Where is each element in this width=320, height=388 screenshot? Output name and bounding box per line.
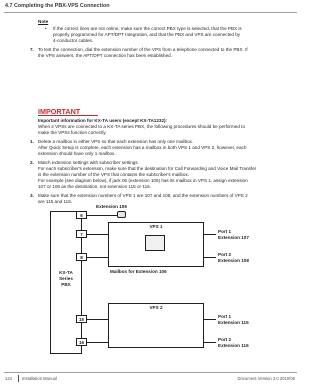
jack15-line <box>87 319 108 320</box>
step-3-line-2: are 115 and 116. <box>38 199 73 204</box>
important-line-2: make the VPSs function correctly. <box>38 130 107 135</box>
vps2-port1-ext: Extension 115 <box>218 320 249 325</box>
pbx-label-1: KX-TA <box>59 270 73 275</box>
jack-7: 7 <box>76 230 87 238</box>
footer-separator <box>18 375 19 382</box>
pbx-label-3: PBX <box>61 282 71 287</box>
pbx-label-2: Series <box>59 276 73 281</box>
step-2-line-3: is the extension number of the VPS that contains the subscriber's mailbox. <box>38 172 190 177</box>
note-text-3: 4-conductor cables. <box>53 38 94 43</box>
vps2-label: VPS 2 <box>149 305 163 310</box>
jack-15: 15 <box>76 315 87 323</box>
jack8-line <box>87 257 108 258</box>
page-number: 124 <box>5 376 12 381</box>
step-2-number: 2. <box>30 160 34 165</box>
important-heading: Important information for KX-TA users (except KX-TA1232): <box>38 118 168 123</box>
important-title: IMPORTANT <box>38 107 81 116</box>
vps2-port2-ext: Extension 116 <box>218 343 249 348</box>
step-3-number: 3. <box>30 193 34 198</box>
vps1-label: VPS 1 <box>149 224 163 229</box>
ext106-line <box>87 215 117 216</box>
step-2-line-1: Match extension settings with subscriber settings. <box>38 160 139 165</box>
jack7-line <box>87 234 108 235</box>
vps1-port1-line <box>204 234 216 235</box>
jack-16: 16 <box>76 338 87 346</box>
vps2-port1-label: Port 1 <box>218 314 232 319</box>
vps2-port2-line <box>204 342 216 343</box>
jack-8: 8 <box>76 253 87 261</box>
important-line-1: When 2 VPSs are connected to a KX-TA series PBX, the following procedures should be performed to <box>38 124 246 129</box>
step-1-line-3: extension should have only 1 mailbox. <box>38 151 116 156</box>
header-divider <box>4 12 297 13</box>
telephone-icon <box>117 211 126 218</box>
mailbox-label: Mailbox for Extension 106 <box>110 269 167 274</box>
important-underline <box>38 115 98 116</box>
vps1-port2-line <box>204 257 216 258</box>
note-text-1: If the correct lines are not online, make sure the correct PBX type is selected, that the PBX is <box>53 26 242 31</box>
step-2-line-2: For each subscriber's extension, make sure that the destination for Call Forwarding and Voice Mail Transfer <box>38 166 257 171</box>
mailbox-icon <box>145 235 165 251</box>
step-1-number: 1. <box>30 139 34 144</box>
vps2-port2-label: Port 2 <box>218 337 232 342</box>
step-1-line-2: After Quick Setup is complete, each extension has a mailbox in both VPS 1 and VPS 2, however, each <box>38 145 247 150</box>
vps1-port2-label: Port 2 <box>218 252 232 257</box>
step-3-line-1: Make sure that the extension numbers of VPS 1 are 107 and 108, and the extension numbers of VPS 2 <box>38 193 248 198</box>
connection-diagram <box>38 204 263 357</box>
jack-6: 6 <box>76 211 87 219</box>
ext106-label: Extension 106 <box>96 204 127 209</box>
manual-title: Installation Manual <box>22 376 57 381</box>
note-label: Note <box>38 19 49 24</box>
document-version: Document Version 3.0 2010/06 <box>237 376 295 381</box>
footer-divider <box>4 372 297 373</box>
step-7-line-2: the VPS answers, the APT/DPT connection has been established. <box>38 53 172 58</box>
vps1-port2-ext: Extension 108 <box>218 258 249 263</box>
vps2-port1-line <box>204 319 216 320</box>
note-text-2: properly programmed for APT/DPT Integration, and that the PBX and VPS are connected by <box>53 32 241 37</box>
note-bullet-icon: • <box>45 26 47 31</box>
step-2-line-4: For example (see diagram below), if jack 06 (extension 106) has its mailbox in VPS 1, assign extension <box>38 178 248 183</box>
step-7-number: 7. <box>30 47 34 52</box>
step-2-line-5: 107 or 108 as the destination, not extension 115 or 116. <box>38 184 151 189</box>
vps1-port1-ext: Extension 107 <box>218 235 249 240</box>
section-header: 4.7 Completing the PBX-VPS Connection <box>5 3 110 9</box>
step-1-line-1: Delete a mailbox in either VPS so that each extension has only one mailbox. <box>38 139 194 144</box>
vps1-port1-label: Port 1 <box>218 229 232 234</box>
step-7-line-1: To test the connection, dial the extension number of the VPS from a telephone connected to the PBX. If <box>38 47 248 52</box>
jack16-line <box>87 342 108 343</box>
